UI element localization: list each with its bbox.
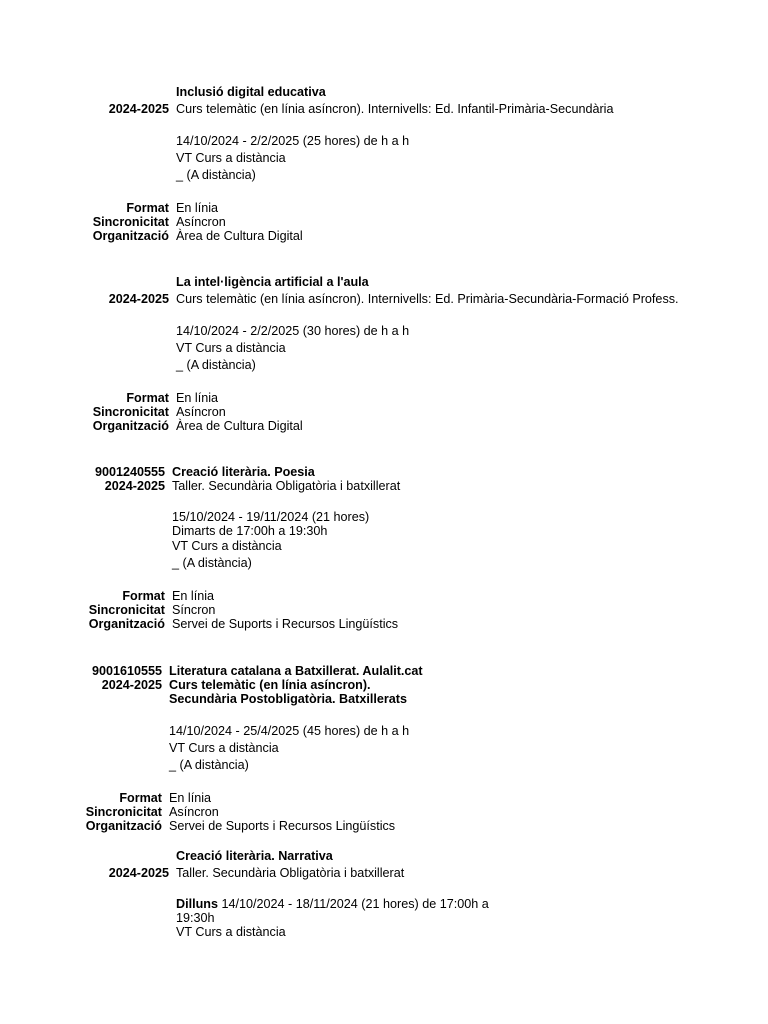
sync-label: Sincronicitat xyxy=(92,405,169,419)
course-place: _ (A distància) xyxy=(176,358,256,372)
course-title: La intel·ligència artificial a l'aula xyxy=(176,275,369,289)
course-title: Creació literària. Poesia xyxy=(172,465,315,479)
course-place: _ (A distància) xyxy=(176,168,256,182)
course-title: Literatura catalana a Batxillerat. Aulalit.cat xyxy=(169,664,423,678)
sync-value: Asíncron xyxy=(176,405,226,419)
sync-value: Síncron xyxy=(172,603,216,617)
course-type: Curs telemàtic (en línia asíncron). xyxy=(169,678,371,692)
course-venue: VT Curs a distància xyxy=(176,341,286,355)
course-block xyxy=(0,849,768,939)
course-place: _ (A distància) xyxy=(169,758,249,772)
format-value: En línia xyxy=(172,589,215,603)
course-type: Taller. Secundària Obligatòria i batxillerat xyxy=(176,866,405,880)
org-label: Organització xyxy=(92,229,169,243)
org-value: Servei de Suports i Recursos Lingüístics xyxy=(169,819,396,833)
course-title: Creació literària. Narrativa xyxy=(176,849,333,863)
sync-value: Asíncron xyxy=(176,215,226,229)
sync-value: Asíncron xyxy=(169,805,219,819)
course-place: _ (A distància) xyxy=(172,556,252,570)
format-label: Format xyxy=(119,791,162,805)
course-type-line2: Secundària Postobligatòria. Batxillerats xyxy=(169,692,407,706)
format-value: En línia xyxy=(169,791,212,805)
course-venue: VT Curs a distància xyxy=(172,539,282,553)
course-year: 2024-2025 xyxy=(101,678,162,692)
org-label: Organització xyxy=(88,617,165,631)
course-dates: 14/10/2024 - 18/11/2024 (21 hores) de 17:00h a xyxy=(221,897,489,911)
format-value: En línia xyxy=(176,391,219,405)
course-dates: 14/10/2024 - 2/2/2025 (30 hores) de h a h xyxy=(176,324,410,338)
course-code: 9001240555 xyxy=(94,465,165,479)
course-dates: 15/10/2024 - 19/11/2024 (21 hores) xyxy=(172,510,370,524)
course-title: Inclusió digital educativa xyxy=(176,85,326,99)
sync-label: Sincronicitat xyxy=(88,603,165,617)
course-year: 2024-2025 xyxy=(108,866,169,880)
course-year: 2024-2025 xyxy=(108,102,169,116)
course-dates: 14/10/2024 - 2/2/2025 (25 hores) de h a h xyxy=(176,134,410,148)
course-block xyxy=(0,664,768,833)
course-dates: 14/10/2024 - 25/4/2025 (45 hores) de h a h xyxy=(169,724,410,738)
org-label: Organització xyxy=(85,819,162,833)
course-type: Curs telemàtic (en línia asíncron). Internivells: Ed. Primària-Secundària-Formació Profess. xyxy=(176,292,679,306)
course-dates-line xyxy=(176,897,489,911)
format-label: Format xyxy=(122,589,165,603)
course-code: 9001610555 xyxy=(91,664,162,678)
course-venue: VT Curs a distància xyxy=(176,151,286,165)
sync-label: Sincronicitat xyxy=(92,215,169,229)
course-block xyxy=(0,85,768,243)
course-year: 2024-2025 xyxy=(104,479,165,493)
org-label: Organització xyxy=(92,419,169,433)
course-venue: VT Curs a distància xyxy=(176,925,286,939)
format-value: En línia xyxy=(176,201,219,215)
course-venue: VT Curs a distància xyxy=(169,741,279,755)
course-dates-line2: 19:30h xyxy=(176,911,215,925)
org-value: Àrea de Cultura Digital xyxy=(176,229,303,243)
org-value: Àrea de Cultura Digital xyxy=(176,419,303,433)
course-day: Dilluns xyxy=(176,897,218,911)
course-block xyxy=(0,275,768,433)
format-label: Format xyxy=(126,391,169,405)
course-year: 2024-2025 xyxy=(108,292,169,306)
course-schedule: Dimarts de 17:00h a 19:30h xyxy=(172,524,328,538)
format-label: Format xyxy=(126,201,169,215)
course-type: Curs telemàtic (en línia asíncron). Internivells: Ed. Infantil-Primària-Secundària xyxy=(176,102,614,116)
sync-label: Sincronicitat xyxy=(85,805,162,819)
course-type: Taller. Secundària Obligatòria i batxillerat xyxy=(172,479,401,493)
course-block xyxy=(0,465,768,631)
org-value: Servei de Suports i Recursos Lingüístics xyxy=(172,617,399,631)
